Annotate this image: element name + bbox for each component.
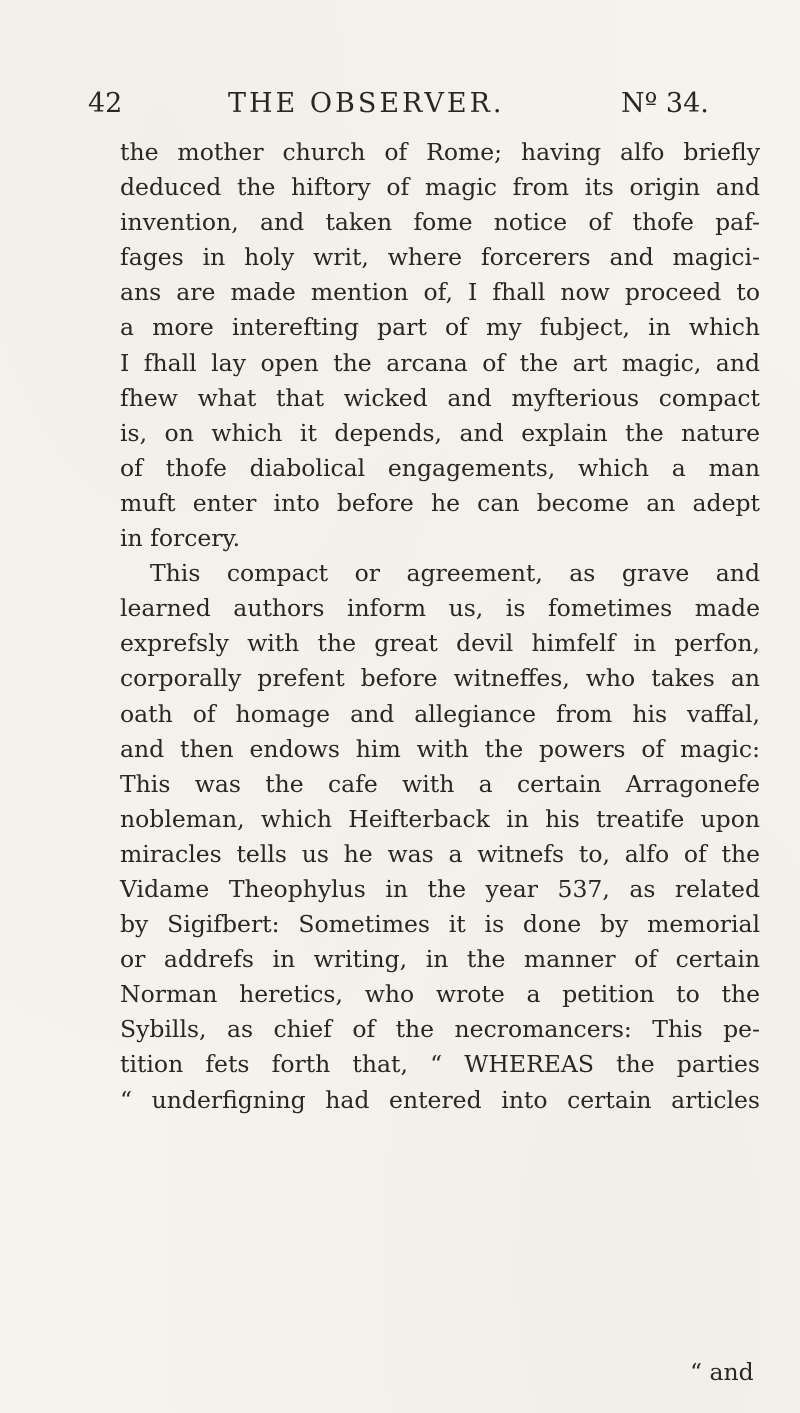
text-line: I fhall lay open the arcana of the art magic, and xyxy=(120,348,760,377)
body-text xyxy=(120,135,760,1118)
text-line: or addrefs in writing, in the manner of certain xyxy=(120,945,760,974)
paragraph-start-line: This compact or agreement, as grave and xyxy=(150,559,760,588)
text-line: “ underfigning had entered into certain articles xyxy=(120,1085,760,1114)
issue-number: Nº 34. xyxy=(621,88,709,119)
text-line: of thofe diabolical engagements, which a man xyxy=(120,453,760,482)
text-line: nobleman, which Heifterback in his treatife upon xyxy=(120,804,760,833)
text-line: fhew what that wicked and myfterious compact xyxy=(120,383,760,412)
text-line: Sybills, as chief of the necromancers: This pe- xyxy=(120,1015,760,1044)
text-line: ans are made mention of, I fhall now proceed to xyxy=(120,278,760,307)
text-line: learned authors inform us, is fometimes made xyxy=(120,594,760,623)
text-line: oath of homage and allegiance from his vaffal, xyxy=(120,699,760,728)
text-line: and then endows him with the powers of magic: xyxy=(120,734,760,763)
text-line: a more interefting part of my fubject, in which xyxy=(120,313,760,342)
catchword: “ and xyxy=(690,1358,754,1386)
text-line: in forcery. xyxy=(120,524,241,553)
text-line: corporally prefent before witneffes, who takes an xyxy=(120,664,760,693)
text-line: fages in holy writ, where forcerers and magici- xyxy=(120,243,760,272)
text-line: This was the cafe with a certain Arragonefe xyxy=(120,769,760,798)
text-line: tition fets forth that, “ WHEREAS the parties xyxy=(120,1050,760,1079)
text-line: Vidame Theophylus in the year 537, as related xyxy=(120,874,760,903)
text-line: muft enter into before he can become an adept xyxy=(120,488,760,517)
text-line: by Sigifbert: Sometimes it is done by memorial xyxy=(120,910,760,939)
running-head xyxy=(88,88,748,128)
text-line: the mother church of Rome; having alfo briefly xyxy=(120,138,760,166)
text-line: deduced the hiftory of magic from its origin and xyxy=(120,173,760,202)
text-line: invention, and taken fome notice of thofe paf- xyxy=(120,208,760,237)
page-number: 42 xyxy=(88,88,123,119)
text-line: is, on which it depends, and explain the nature xyxy=(120,418,760,447)
text-line: Norman heretics, who wrote a petition to the xyxy=(120,980,760,1009)
text-line: miracles tells us he was a witnefs to, alfo of the xyxy=(120,839,760,868)
running-title: THE OBSERVER. xyxy=(228,88,505,119)
text-line: exprefsly with the great devil himfelf in perfon, xyxy=(120,629,760,658)
